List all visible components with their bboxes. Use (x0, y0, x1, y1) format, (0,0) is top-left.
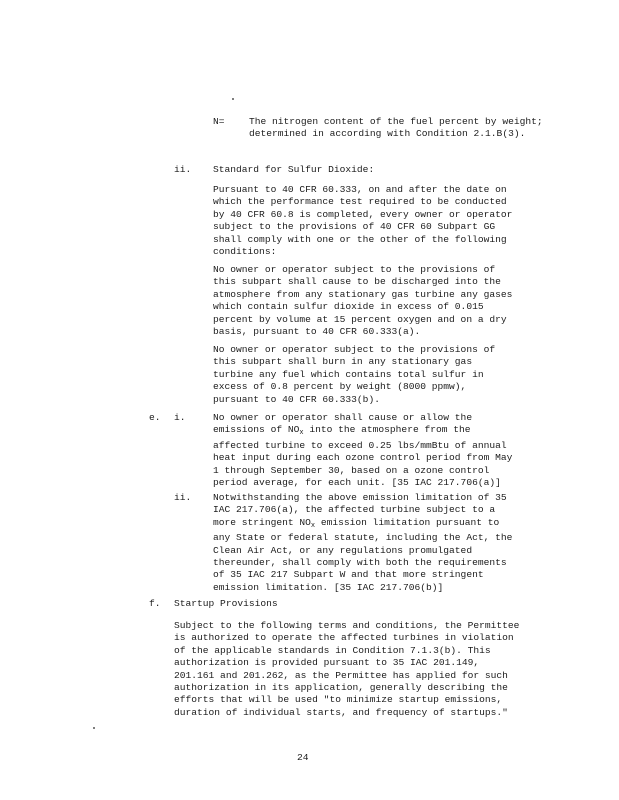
n-definition-label: N= (213, 116, 225, 127)
item-e-ii-text: Notwithstanding the above emission limitation of 35 IAC 217.706(a), the affected turbine subject to a more stringent $NO_x$ emission limitation pursuant to any State or federal statute, including the Act, the Clean Air Act, or any regulations promulgated thereunder, shall comply with both the requirements of 35 IAC 217 Subpart W and that more stringent emission limitation. [35 IAC 217.706(b)] (213, 492, 519, 593)
item-f-letter: f. (149, 598, 161, 609)
n-definition-text: The nitrogen content of the fuel percent by weight; determined in according with Condition 2.1.B(3). (249, 116, 549, 140)
item-e-letter: e. (149, 412, 161, 423)
item-ii-heading: Standard for Sulfur Dioxide: (213, 164, 375, 175)
item-ii-marker: ii. (174, 164, 192, 175)
item-f-heading: Startup Provisions (174, 598, 278, 609)
item-e-i-text: No owner or operator shall cause or allow the emissions of $NO_x$ into the atmosphere from the affected turbine to exceed 0.25 lbs/mmBtu of annual heat input during each ozone control period from May 1 through September 30, based on a ozone control period average, for each unit. [35 IAC 217.706(a)] (213, 412, 519, 489)
scan-speck (232, 98, 234, 100)
item-ii-para-2: No owner or operator subject to the provisions of this subpart shall cause to be discharged into the atmosphere from any stationary gas turbine any gases which contain sulfur dioxide in excess of 0.015 percent by volume at 15 percent oxygen and on a dry basis, pursuant to 40 CFR 60.333(a). (213, 264, 519, 338)
item-ii-para-1: Pursuant to 40 CFR 60.333, on and after the date on which the performance test required to be conducted by 40 CFR 60.8 is completed, every owner or operator subject to the provisions of 40 CFR 60 Subpart GG shall comply with one or the other of the following conditions: (213, 184, 519, 258)
item-e-ii-marker: ii. (174, 492, 192, 503)
scan-speck (93, 727, 95, 729)
item-f-para: Subject to the following terms and conditions, the Permittee is authorized to operate the affected turbines in violation of the applicable standards in Condition 7.1.3(b). This authorization is provided pursuant to 35 IAC 201.149, 201.161 and 201.262, as the Permittee has applied for such authorization in its application, generally describing the efforts that will be used "to minimize startup emissions, duration of individual starts, and frequency of startups." (174, 620, 526, 718)
page-number: 24 (297, 752, 309, 763)
item-ii-para-3: No owner or operator subject to the provisions of this subpart shall burn in any stationary gas turbine any fuel which contains total sulfur in excess of 0.8 percent by weight (8000 ppmw), pursuant to 40 CFR 60.333(b). (213, 344, 501, 405)
item-e-i-marker: i. (174, 412, 186, 423)
